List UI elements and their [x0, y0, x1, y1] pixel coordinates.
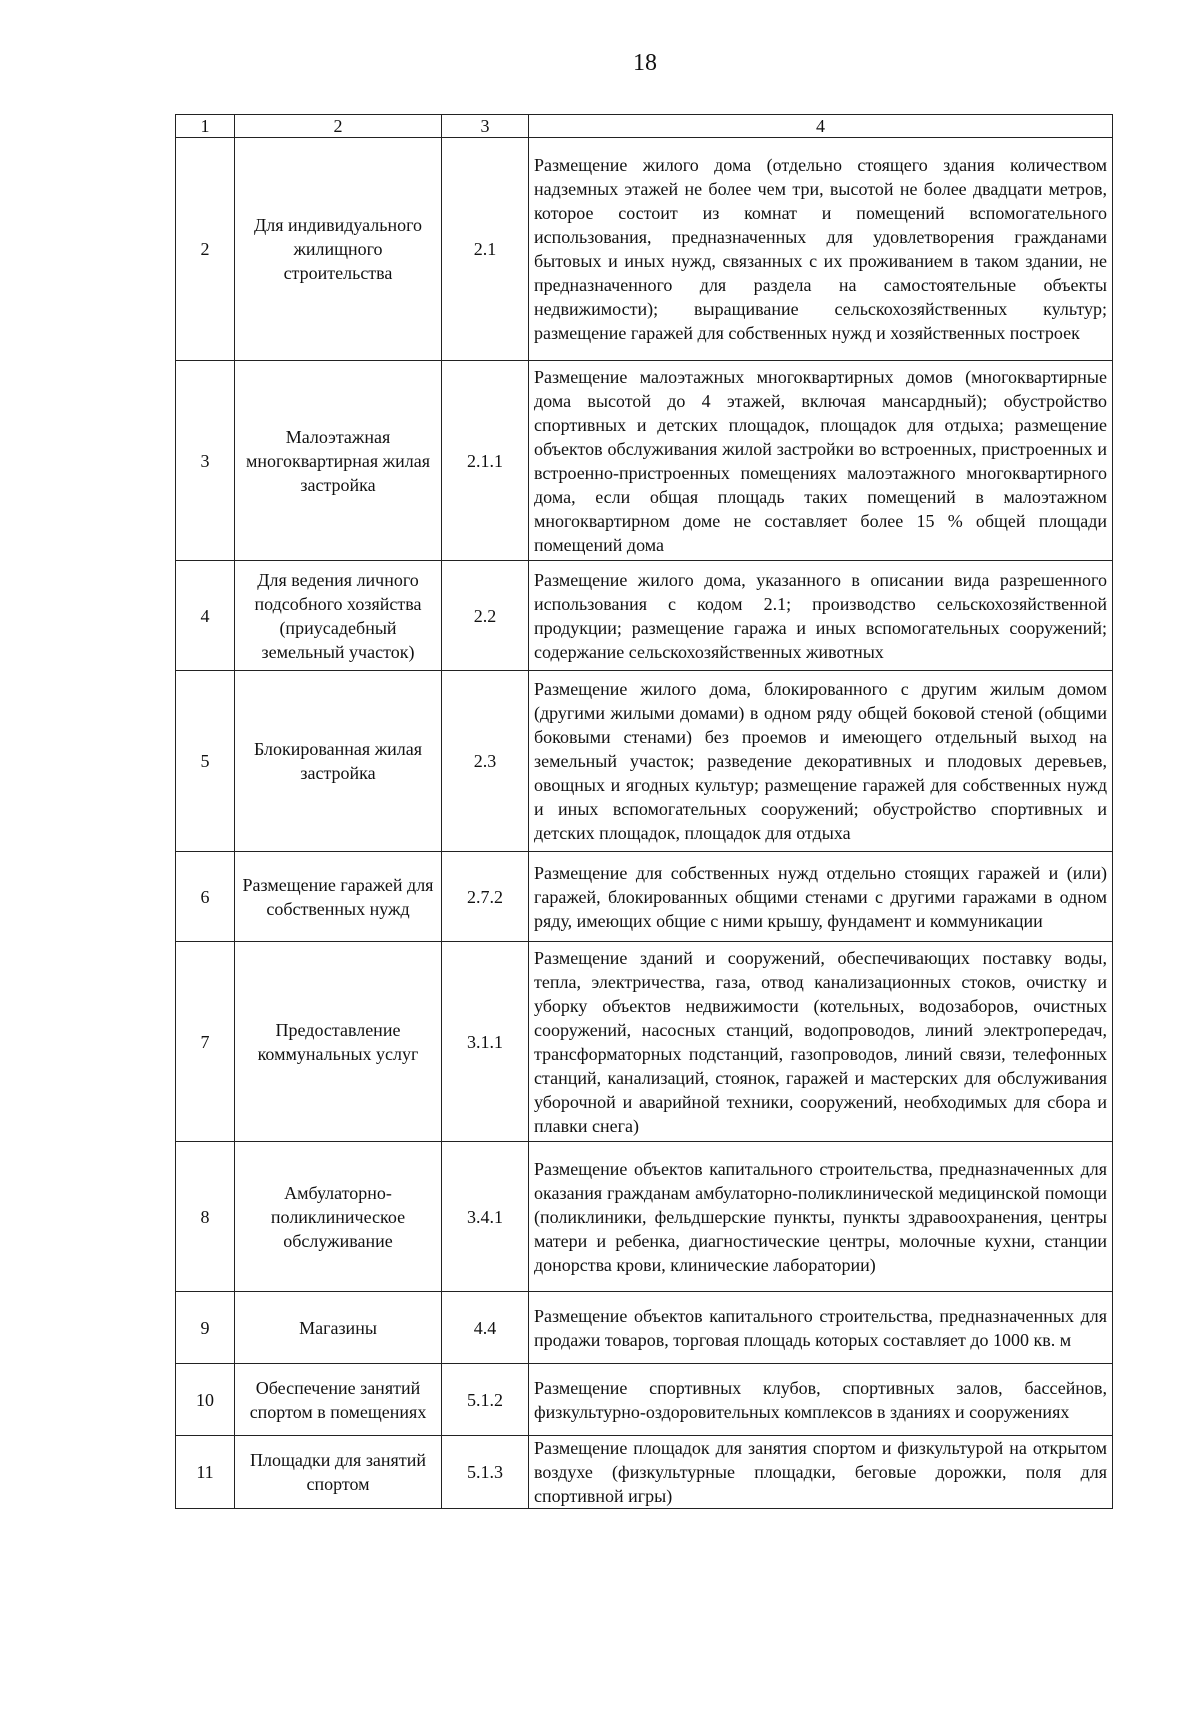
page-number: 18 — [633, 50, 657, 76]
row-number: 7 — [176, 942, 235, 1142]
row-number: 4 — [176, 561, 235, 671]
use-type-description: Размещение для собственных нужд отдельно стоящих гаражей и (или) гаражей, блокированных общими стенами с другими гаражами в одном ряду, имеющих общие с ними крышу, фундамент и коммуникации — [529, 852, 1113, 942]
column-header: 1 — [176, 115, 235, 138]
use-type-name: Для ведения личного подсобного хозяйства (приусадебный земельный участок) — [235, 561, 442, 671]
row-number: 9 — [176, 1292, 235, 1364]
use-type-code: 3.1.1 — [442, 942, 529, 1142]
use-type-name: Предоставление коммунальных услуг — [235, 942, 442, 1142]
table-row — [176, 361, 1113, 561]
column-header: 3 — [442, 115, 529, 138]
use-type-description: Размещение жилого дома, указанного в описании вида разрешенного использования с кодом 2.1; производство сельскохозяйственной продукции; размещение гаража и иных вспомогательных сооружений; содержание сельскохозяйственных животных — [529, 561, 1113, 671]
use-type-name: Для индивидуального жилищного строительства — [235, 138, 442, 361]
table-row — [176, 1436, 1113, 1509]
row-number: 2 — [176, 138, 235, 361]
use-type-code: 3.4.1 — [442, 1142, 529, 1292]
table-row — [176, 671, 1113, 852]
row-number: 5 — [176, 671, 235, 852]
use-type-description: Размещение жилого дома (отдельно стоящего здания количеством надземных этажей не более чем три, высотой не более двадцати метров, которое состоит из комнат и помещений вспомогательного использования, предназначенных для удовлетворения гражданами бытовых и иных нужд, связанных с их проживанием в таком здании, не предназначенного для раздела на самостоятельные объекты недвижимости); выращивание сельскохозяйственных культур; размещение гаражей для собственных нужд и хозяйственных построек — [529, 138, 1113, 361]
row-number: 8 — [176, 1142, 235, 1292]
use-type-code: 2.3 — [442, 671, 529, 852]
column-header: 4 — [529, 115, 1113, 138]
use-type-code: 5.1.3 — [442, 1436, 529, 1509]
use-type-description: Размещение спортивных клубов, спортивных залов, бассейнов, физкультурно-оздоровительных комплексов в зданиях и сооружениях — [529, 1364, 1113, 1436]
table-row — [176, 1142, 1113, 1292]
use-type-code: 2.1.1 — [442, 361, 529, 561]
use-type-code: 2.2 — [442, 561, 529, 671]
use-type-description: Размещение жилого дома, блокированного с другим жилым домом (другими жилыми домами) в одном ряду общей боковой стеной (общими боковыми стенами) без проемов и имеющего отдельный выход на земельный участок; разведение декоративных и плодовых деревьев, овощных и ягодных культур; размещение гаражей для собственных нужд и иных вспомогательных сооружений; обустройство спортивных и детских площадок, площадок для отдыха — [529, 671, 1113, 852]
use-type-description: Размещение малоэтажных многоквартирных домов (многоквартирные дома высотой до 4 этажей, включая мансардный); обустройство спортивных и детских площадок, площадок для отдыха; размещение объектов обслуживания жилой застройки во встроенных, пристроенных и встроенно-пристроенных помещениях малоэтажного многоквартирного дома, если общая площадь таких помещений в малоэтажном многоквартирном доме не составляет более 15 % общей площади помещений дома — [529, 361, 1113, 561]
table-row — [176, 561, 1113, 671]
use-type-name: Площадки для занятий спортом — [235, 1436, 442, 1509]
table-row — [176, 852, 1113, 942]
row-number: 3 — [176, 361, 235, 561]
use-type-name: Малоэтажная многоквартирная жилая застройка — [235, 361, 442, 561]
table-row — [176, 1364, 1113, 1436]
use-type-description: Размещение объектов капитального строительства, предназначенных для оказания гражданам амбулаторно-поликлинической медицинской помощи (поликлиники, фельдшерские пункты, пункты здравоохранения, центры матери и ребенка, диагностические центры, молочные кухни, станции донорства крови, клинические лаборатории) — [529, 1142, 1113, 1292]
use-type-code: 4.4 — [442, 1292, 529, 1364]
land-use-table — [175, 114, 1113, 1509]
row-number: 11 — [176, 1436, 235, 1509]
use-type-name: Магазины — [235, 1292, 442, 1364]
use-type-code: 2.1 — [442, 138, 529, 361]
use-type-name: Размещение гаражей для собственных нужд — [235, 852, 442, 942]
use-type-description: Размещение площадок для занятия спортом и физкультурой на открытом воздухе (физкультурные площадки, беговые дорожки, поля для спортивной игры) — [529, 1436, 1113, 1509]
use-type-description: Размещение объектов капитального строительства, предназначенных для продажи товаров, торговая площадь которых составляет до 1000 кв. м — [529, 1292, 1113, 1364]
column-header: 2 — [235, 115, 442, 138]
table-row — [176, 138, 1113, 361]
row-number: 6 — [176, 852, 235, 942]
use-type-name: Блокированная жилая застройка — [235, 671, 442, 852]
use-type-code: 5.1.2 — [442, 1364, 529, 1436]
table-row — [176, 1292, 1113, 1364]
use-type-name: Амбулаторно-поликлиническое обслуживание — [235, 1142, 442, 1292]
table-header-row — [176, 115, 1113, 138]
use-type-name: Обеспечение занятий спортом в помещениях — [235, 1364, 442, 1436]
use-type-description: Размещение зданий и сооружений, обеспечивающих поставку воды, тепла, электричества, газа, отвод канализационных стоков, очистку и уборку объектов недвижимости (котельных, водозаборов, очистных сооружений, насосных станций, водопроводов, линий электропередач, трансформаторных подстанций, газопроводов, линий связи, телефонных станций, канализаций, стоянок, гаражей и мастерских для обслуживания уборочной и аварийной техники, сооружений, необходимых для сбора и плавки снега) — [529, 942, 1113, 1142]
row-number: 10 — [176, 1364, 235, 1436]
table-row — [176, 942, 1113, 1142]
use-type-code: 2.7.2 — [442, 852, 529, 942]
